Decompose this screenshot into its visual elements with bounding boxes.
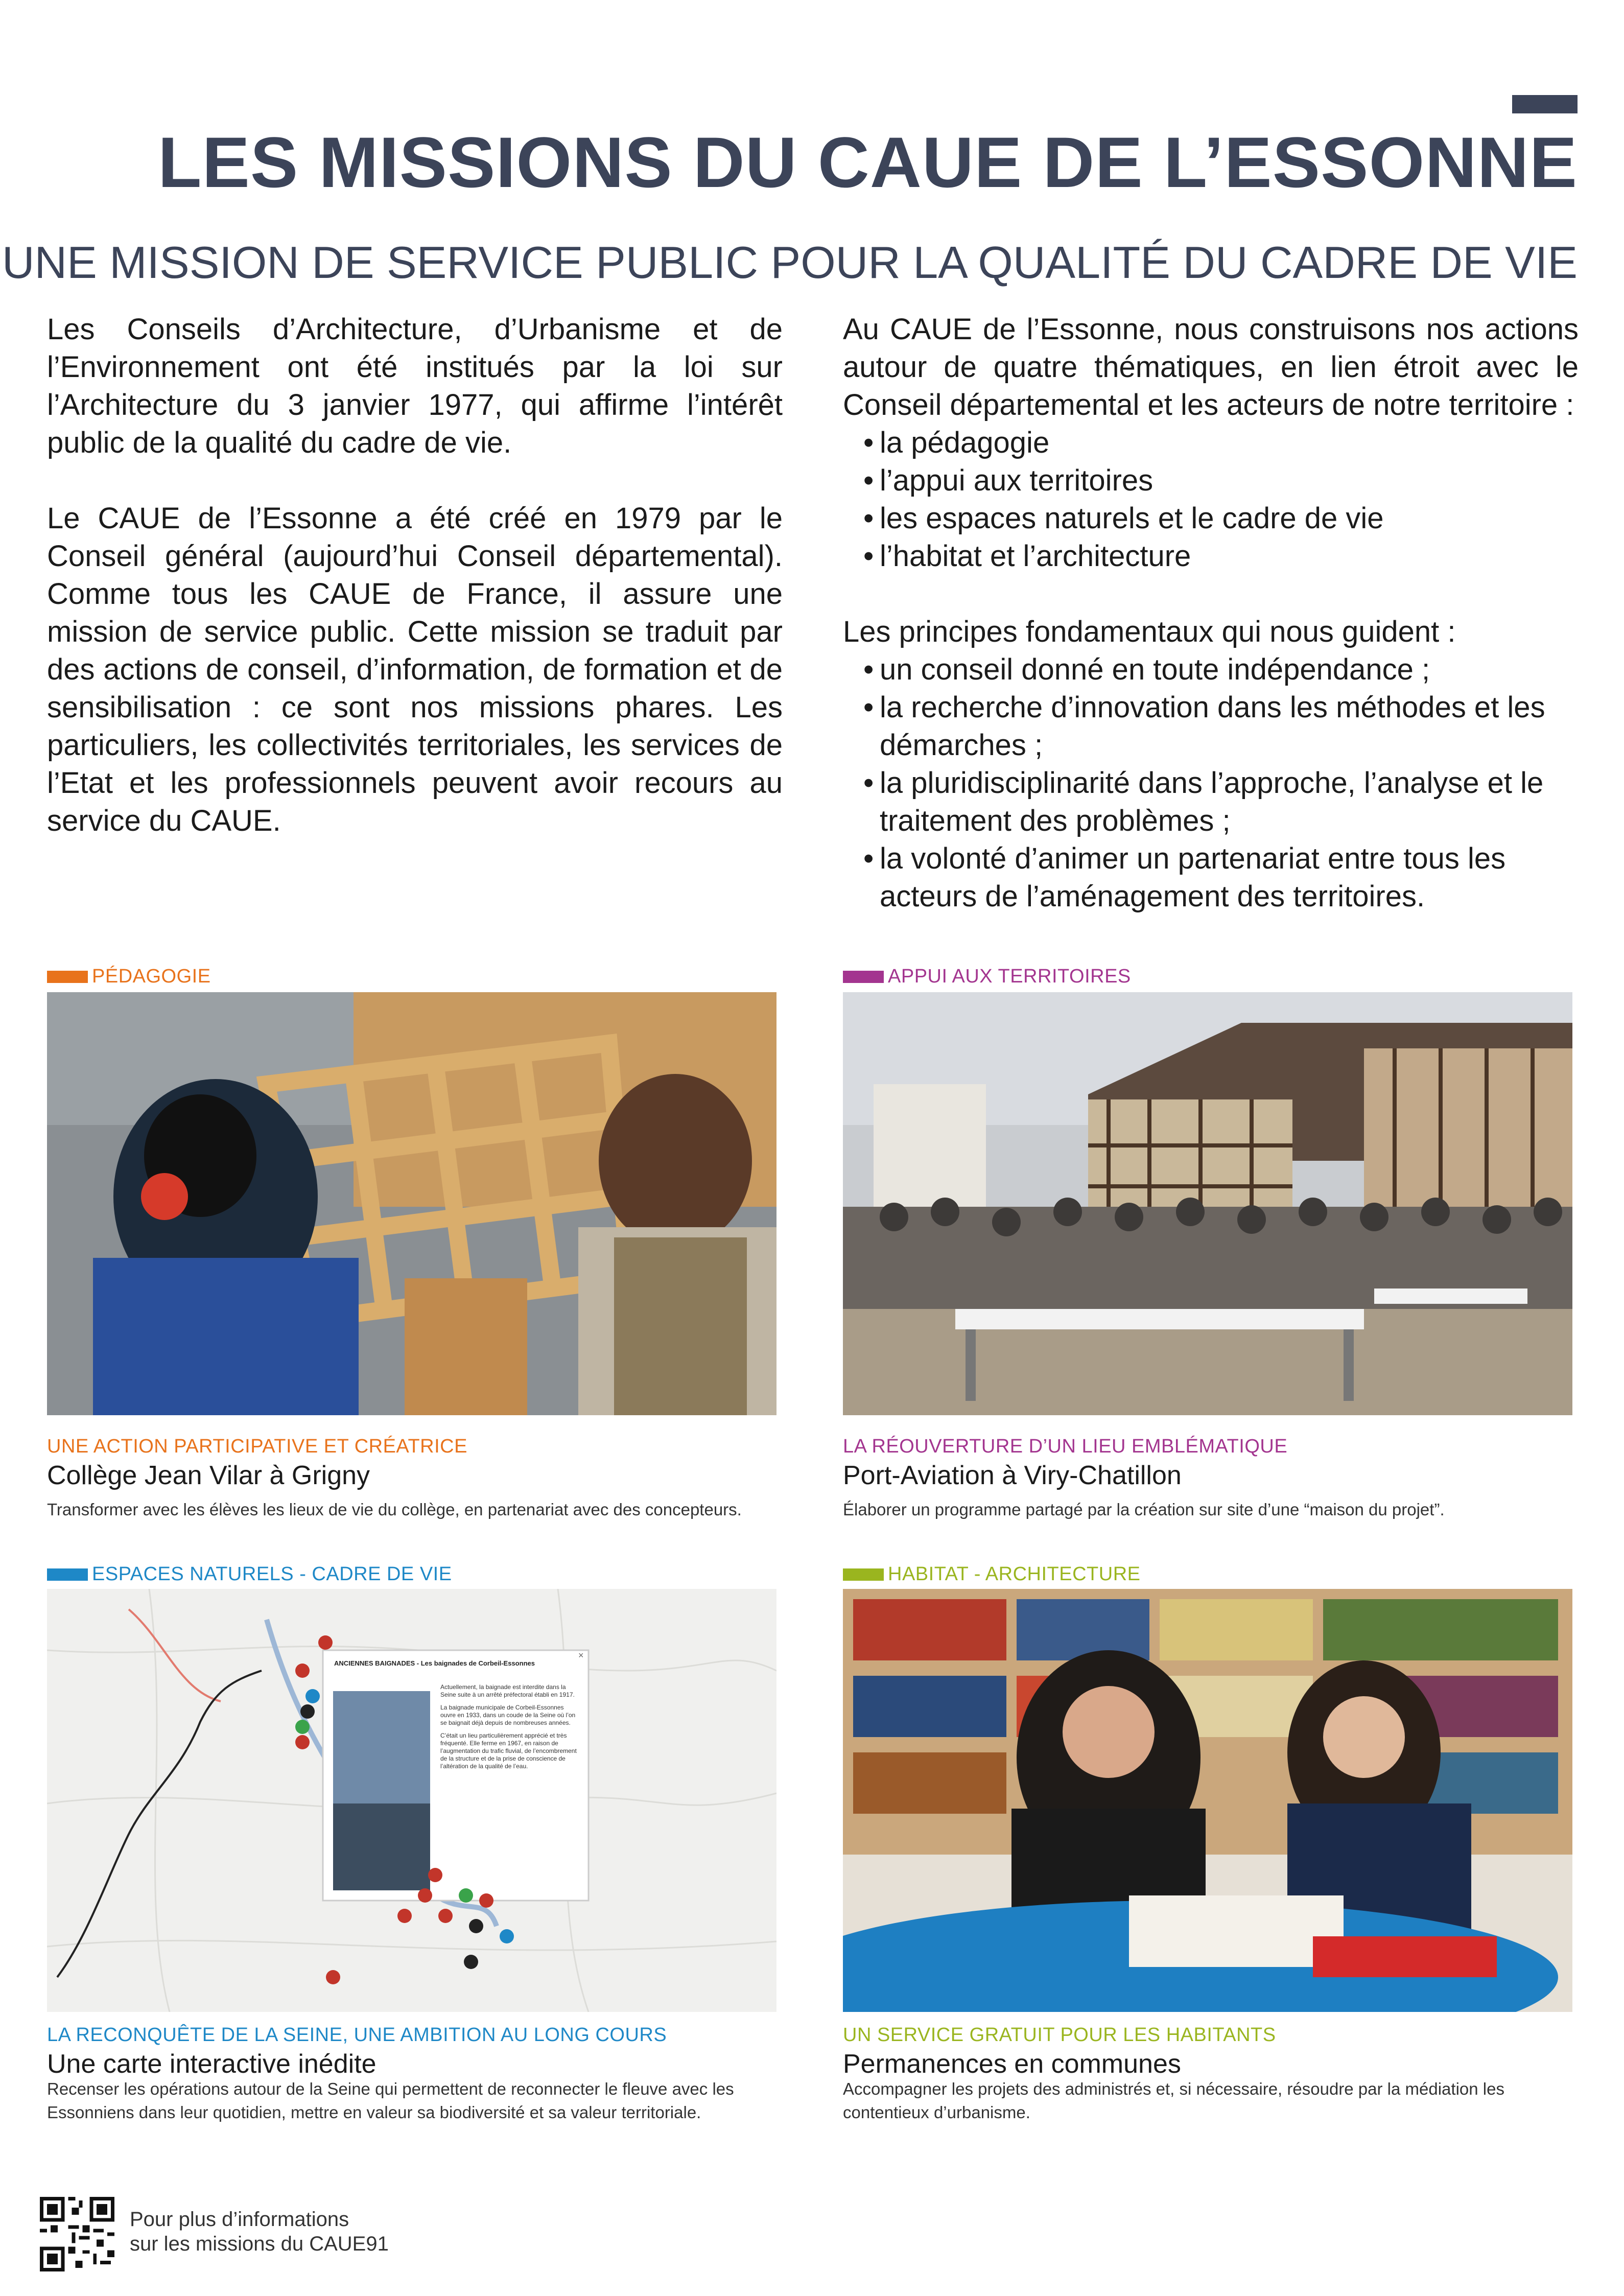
map-popup-text: C’était un lieu particulièrement apprécié et très fréquenté. Elle ferme en 1967, en raison de l’augmentation du trafic fluvial, de l’encombrement de la structure et de la prise de conscience de l’altération de la qualité de l’eau. xyxy=(440,1732,577,1770)
themes-intro: Au CAUE de l’Essonne, nous construisons nos actions autour de quatre thématiques, en lien étroit avec le Conseil départemental et les acteurs de notre territoire : xyxy=(843,313,1579,421)
caption-text: Transformer avec les élèves les lieux de vie du collège, en partenariat avec des concepteurs. xyxy=(47,1500,742,1519)
right-column xyxy=(843,311,1579,953)
section-tag-habitat: HABITAT - ARCHITECTURE xyxy=(843,1563,1140,1585)
principles-intro: Les principes fondamentaux qui nous guident : xyxy=(843,615,1456,648)
history-paragraph: Le CAUE de l’Essonne a été créé en 1979 par le Conseil général (aujourd’hui Conseil départemental). Comme tous les CAUE de France, il assure une mission de service public. Cette mission se traduit par des actions de conseil, d’information, de formation et de sensibilisation : ce sont nos missions phares. Les particuliers, les collectivités territoriales, les services de l’Etat et les professionnels peuvent avoir recours au service du CAUE. xyxy=(47,502,783,837)
footer-line: sur les missions du CAUE91 xyxy=(130,2233,389,2255)
caption-title: Une carte interactive inédite xyxy=(47,2049,376,2079)
page-subtitle: UNE MISSION DE SERVICE PUBLIC POUR LA QUALITÉ DU CADRE DE VIE xyxy=(2,237,1578,288)
svg-text:×: × xyxy=(578,1650,584,1660)
list-item: • les espaces naturels et le cadre de vie xyxy=(863,502,1384,535)
list-item: • l’habitat et l’architecture xyxy=(863,540,1191,573)
list-item: • l’appui aux territoires xyxy=(863,464,1154,497)
caption-title: Port-Aviation à Viry-Chatillon xyxy=(843,1461,1182,1490)
qr-code[interactable] xyxy=(40,2197,114,2271)
page-title: LES MISSIONS DU CAUE DE L’ESSONNE xyxy=(158,122,1578,202)
footer-line: Pour plus d’informations xyxy=(130,2208,349,2231)
caption-kicker: UN SERVICE GRATUIT POUR LES HABITANTS xyxy=(843,2024,1276,2046)
section-tag-espaces-naturels: ESPACES NATURELS - CADRE DE VIE xyxy=(47,1563,452,1585)
consultation-photo xyxy=(843,1589,1572,2012)
caption-text: Recenser les opérations autour de la Seine qui permettent de reconnecter le fleuve avec les Essonniens dans leur quotidien, mettre en valeur sa biodiversité et sa valeur territoriale. xyxy=(47,2079,734,2122)
left-column xyxy=(47,311,783,878)
header-accent-bar xyxy=(1512,95,1578,113)
caption-title: Collège Jean Vilar à Grigny xyxy=(47,1461,370,1490)
list-item: • la recherche d’innovation dans les méthodes et les démarches ; xyxy=(863,691,1545,762)
intro-paragraph: Les Conseils d’Architecture, d’Urbanisme et de l’Environnement ont été institués par la loi sur l’Architecture du 3 janvier 1977, qui affirme l’intérêt public de la qualité du cadre de vie. xyxy=(47,313,783,459)
map-popup-text: Actuellement, la baignade est interdite dans la Seine suite à un arrêté préfectoral établi en 1917. xyxy=(440,1683,575,1698)
themes-list xyxy=(843,424,1579,575)
tag-swatch xyxy=(843,1568,884,1581)
gathering-photo xyxy=(843,992,1572,1415)
list-item: • la pluridisciplinarité dans l’approche, l’analyse et le traitement des problèmes ; xyxy=(863,766,1544,837)
principles-list xyxy=(843,651,1579,916)
caption-kicker: LA RECONQUÊTE DE LA SEINE, UNE AMBITION AU LONG COURS xyxy=(47,2024,667,2046)
workshop-photo xyxy=(47,992,776,1415)
caption-kicker: UNE ACTION PARTICIPATIVE ET CRÉATRICE xyxy=(47,1436,467,1457)
list-item: • la volonté d’animer un partenariat entre tous les acteurs de l’aménagement des territoires. xyxy=(863,842,1506,913)
tag-swatch xyxy=(47,1568,88,1581)
section-tag-appui: APPUI AUX TERRITOIRES xyxy=(843,966,1131,988)
caption-title: Permanences en communes xyxy=(843,2049,1181,2079)
map-popup-text: La baignade municipale de Corbeil-Essonnes ouvre en 1933, dans un coude de la Seine où l’on se baignait déjà depuis de nombreuses années. xyxy=(440,1704,576,1726)
caption-kicker: LA RÉOUVERTURE D’UN LIEU EMBLÉMATIQUE xyxy=(843,1436,1288,1457)
section-tag-pedagogie: PÉDAGOGIE xyxy=(47,966,211,988)
tag-swatch xyxy=(843,971,884,983)
list-item: • un conseil donné en toute indépendance ; xyxy=(863,653,1430,686)
interactive-map xyxy=(47,1589,776,2012)
caption-text: Accompagner les projets des administrés et, si nécessaire, résoudre par la médiation les contentieux d’urbanisme. xyxy=(843,2079,1504,2122)
svg-text:ANCIENNES BAIGNADES - Les baig: ANCIENNES BAIGNADES - Les baignades de Corbeil-Essonnes xyxy=(334,1659,535,1667)
tag-swatch xyxy=(47,971,88,983)
list-item: • la pédagogie xyxy=(863,426,1050,459)
caption-text: Élaborer un programme partagé par la création sur site d’une “maison du projet”. xyxy=(843,1500,1445,1519)
footer-info xyxy=(130,2207,389,2256)
